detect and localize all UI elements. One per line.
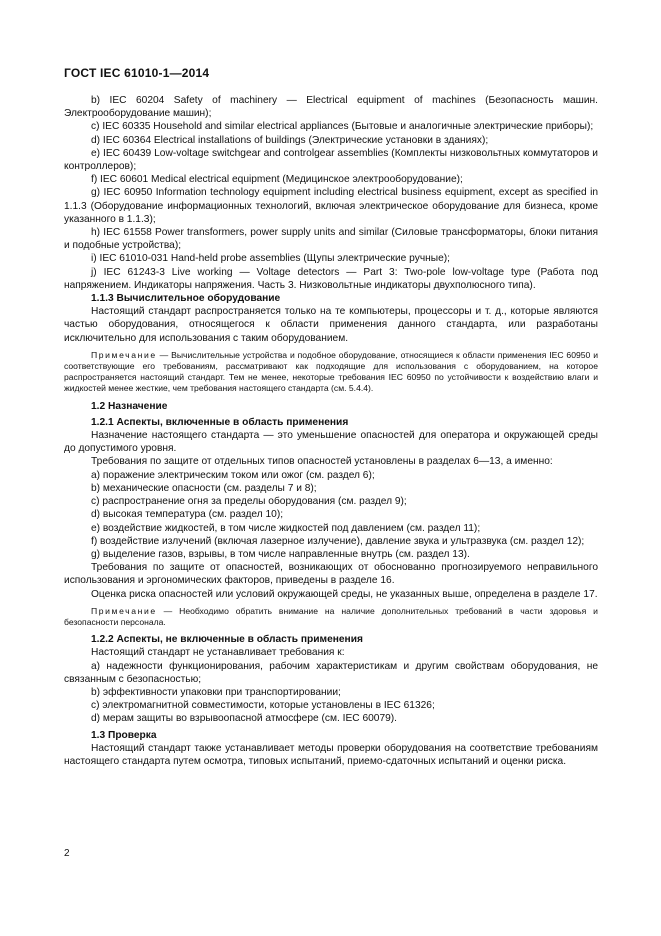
list-item: d) высокая температура (см. раздел 10);: [91, 509, 284, 521]
list-item: c) IEC 60335 Household and similar electrical appliances (Бытовые и аналогичные электрические приборы);: [91, 121, 594, 133]
list-item: g) выделение газов, взрывы, в том числе направленные внутрь (см. раздел 13).: [91, 548, 470, 560]
document-body: [64, 94, 598, 768]
list-item: i) IEC 61010-031 Hand-held probe assemblies (Щупы электрические ручные);: [91, 253, 450, 265]
list-item: b) IEC 60204 Safety of machinery — Electrical equipment of machines (Безопасность машин. Электрооборудование машин);: [64, 95, 598, 120]
list-item: a) надежности функционирования, рабочим характеристикам и другим свойствам оборудования, не связанным с безопасностью;: [64, 660, 598, 685]
list-item: d) IEC 60364 Electrical installations of buildings (Электрические установки в зданиях);: [91, 134, 489, 146]
list-item: f) IEC 60601 Medical electrical equipment (Медицинское электрооборудование);: [91, 174, 463, 186]
note: [64, 350, 598, 395]
section-heading-1-1-3: 1.1.3 Вычислительное оборудование: [91, 293, 281, 305]
list-item: a) поражение электрическим током или ожог (см. раздел 6);: [91, 469, 375, 481]
paragraph: Требования по защите от отдельных типов опасностей установлены в разделах 6—13, а именно:: [91, 456, 553, 468]
section-heading-1-3: 1.3 Проверка: [91, 729, 157, 741]
list-item: c) электромагнитной совместимости, которые установлены в IEC 61326;: [91, 700, 435, 712]
note-text: — Необходимо обратить внимание на наличие дополнительных требований в части здоровья и безопасности персонала.: [64, 605, 598, 627]
list-item: d) мерам защиты во взрывоопасной атмосфере (см. IEC 60079).: [91, 713, 398, 725]
paragraph: Настоящий стандарт распространяется только на те компьютеры, процессоры и т. д., которые являются частью оборудования, относящегося к области применения данного стандарта, или разработаны исключительно для использования с таким оборудованием.: [64, 306, 598, 344]
paragraph: Настоящий стандарт не устанавливает требования к:: [91, 647, 345, 659]
note-label: Примечание: [91, 605, 157, 616]
note-label: Примечание: [91, 349, 157, 360]
list-item: b) механические опасности (см. разделы 7 и 8);: [91, 482, 317, 494]
paragraph: Назначение настоящего стандарта — это уменьшение опасностей для оператора и окружающей среды до допустимого уровня.: [64, 430, 598, 455]
list-item: b) эффективности упаковки при транспортировании;: [91, 686, 341, 698]
paragraph: Оценка риска опасностей или условий окружающей среды, не указанных выше, определена в разделе 17.: [91, 588, 598, 600]
list-item: g) IEC 60950 Information technology equipment including electrical business equipment, except as specified in 1.1.3 (Оборудование информационных технологий, включая электрическое оборудование для бизнеса, кроме указанного в 1.1.3);: [64, 187, 598, 225]
section-heading-1-2-1: 1.2.1 Аспекты, включенные в область применения: [91, 416, 349, 428]
paragraph: Требования по защите от опасностей, возникающих от обоснованно прогнозируемого неправильного использования и эргономических факторов, приведены в разделе 16.: [64, 562, 598, 587]
list-item: f) воздействие излучений (включая лазерное излучение), давление звука и ультразвука (см. раздел 12);: [91, 535, 585, 547]
page-number: 2: [64, 848, 70, 859]
list-item: e) воздействие жидкостей, в том числе жидкостей под давлением (см. раздел 11);: [91, 522, 481, 534]
section-heading-1-2: 1.2 Назначение: [91, 400, 168, 412]
list-item: h) IEC 61558 Power transformers, power supply units and similar (Силовые трансформаторы, блоки питания и подобные устройства);: [64, 227, 598, 252]
note-text: — Вычислительные устройства и подобное оборудование, относящиеся к области применения IEC 60950 и соответствующие его требованиям, рассматривают как подходящие для использования с оборудованием, на которое распространяется настоящий стандарт. Тем не менее, некоторые требования IEC 60950 по устойчивости к воздействию влаги и жидкостей менее жесткие, чем требования настоящего стандарта (см. 5.4.4).: [64, 349, 598, 394]
note: [64, 606, 598, 628]
list-item: c) распространение огня за пределы оборудования (см. раздел 9);: [91, 496, 407, 508]
paragraph: Настоящий стандарт также устанавливает методы проверки оборудования на соответствие требованиям настоящего стандарта путем осмотра, типовых испытаний, приемо-сдаточных испытаний и оценки риска.: [64, 742, 598, 767]
list-item: e) IEC 60439 Low-voltage switchgear and controlgear assemblies (Комплекты низковольтных коммутаторов и контроллеров);: [64, 147, 598, 173]
list-item: j) IEC 61243-3 Live working — Voltage detectors — Part 3: Two-pole low-voltage type (Работа под напряжением. Индикаторы напряжения. Часть 3. Низковольтные индикаторы двухполюсного типа).: [64, 266, 598, 291]
document-header: ГОСТ IEC 61010-1—2014: [64, 66, 210, 80]
section-heading-1-2-2: 1.2.2 Аспекты, не включенные в область применения: [91, 634, 363, 646]
